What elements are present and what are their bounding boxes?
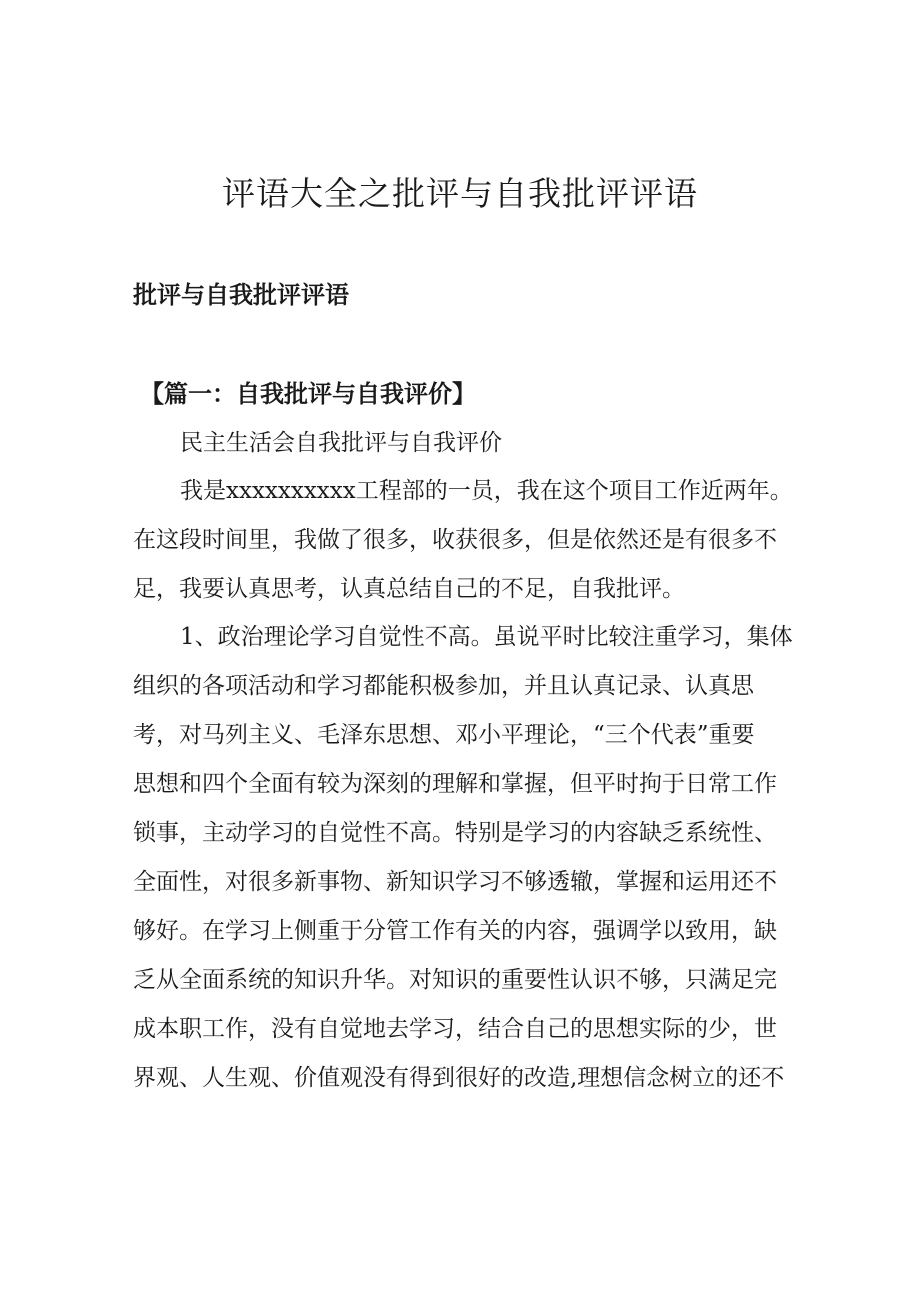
paragraph-line: 够好。在学习上侧重于分管工作有关的内容，强调学以致用，缺 <box>133 918 777 944</box>
paragraph-line: 乏从全面系统的知识升华。对知识的重要性认识不够，只满足完 <box>133 967 777 993</box>
paragraph-line: 锁事，主动学习的自觉性不高。特别是学习的内容缺乏系统性、 <box>133 820 777 846</box>
paragraph-line: 组织的各项活动和学习都能积极参加，并且认真记录、认真思 <box>133 673 754 699</box>
document-title: 评语大全之批评与自我批评评语 <box>222 174 698 213</box>
paragraph-line: 我是xxxxxxxxxx工程部的一员，我在这个项目工作近两年。 <box>180 478 793 504</box>
paragraph-line: 界观、人生观、价值观没有得到很好的改造,理想信念树立的还不 <box>133 1065 785 1091</box>
paragraph-point-1 <box>133 613 793 1103</box>
paragraph-line: 在这段时间里，我做了很多，收获很多，但是依然还是有很多不 <box>133 527 777 553</box>
paragraph-line: 全面性，对很多新事物、新知识学习不够透辙，掌握和运用还不 <box>133 869 777 895</box>
paragraph-line: 考，对马列主义、毛泽东思想、邓小平理论，“三个代表”重要 <box>133 722 755 748</box>
subtitle-line: 民主生活会自我批评与自我评价 <box>180 430 502 456</box>
paragraph-line: 思想和四个全面有较为深刻的理解和掌握，但平时拘于日常工作 <box>133 771 777 797</box>
paragraph-line: 成本职工作，没有自觉地去学习，结合自己的思想实际的少，世 <box>133 1016 777 1042</box>
chapter-heading: 【篇一：自我批评与自我评价】 <box>140 380 476 408</box>
paragraph-intro <box>133 467 793 614</box>
section-heading: 批评与自我批评评语 <box>133 281 349 309</box>
paragraph-line: 足，我要认真思考，认真总结自己的不足，自我批评。 <box>133 576 685 602</box>
paragraph-line: 1、政治理论学习自觉性不高。虽说平时比较注重学习，集体 <box>180 624 793 650</box>
